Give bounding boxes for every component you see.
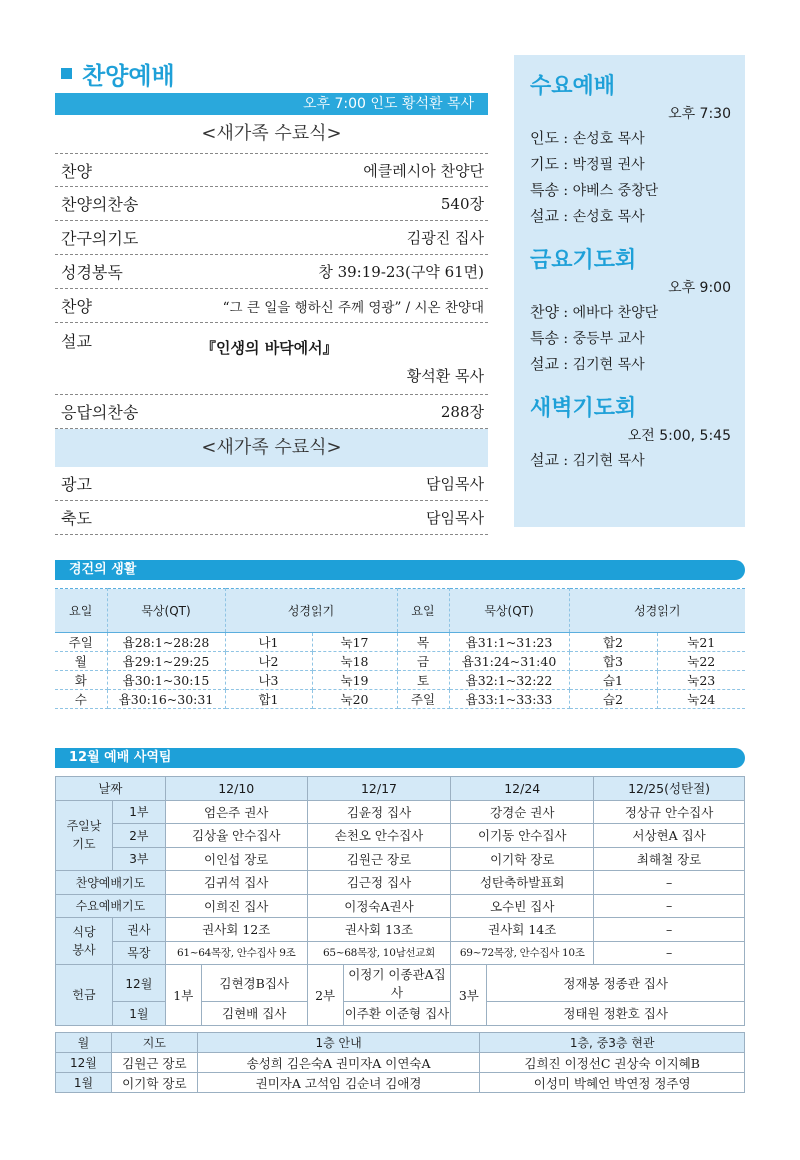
cell-text: 식당 봉사 <box>56 918 113 965</box>
cell-text: 65~68목장, 10남선교회 <box>307 941 451 965</box>
cell-text: 3부 <box>451 965 487 1026</box>
cell-text: 눅17 <box>312 633 397 652</box>
cell-text: 욥32:1~32:22 <box>449 671 569 690</box>
cell-text: 손천오 안수집사 <box>307 824 451 848</box>
order-row <box>55 255 488 289</box>
cell-text: 정상규 안수집사 <box>594 800 745 824</box>
table-row <box>55 652 745 671</box>
cell-text: 월 <box>56 1033 112 1053</box>
cell-text: 69~72목장, 안수집사 10조 <box>451 941 594 965</box>
sermon-row <box>55 323 488 395</box>
table-row <box>56 1073 745 1093</box>
fri-prayer-title: 금요기도회 <box>530 248 637 273</box>
header-cell: 요일 <box>397 589 449 633</box>
cell-text: 눅21 <box>657 633 745 652</box>
cell-text: 특송 <box>530 181 559 199</box>
header-cell: 묵상(QT) <box>107 589 225 633</box>
praise-service-title: 찬양예배 <box>82 61 175 90</box>
cell-text: – <box>594 871 745 895</box>
sermon-label: 설교 <box>61 332 92 351</box>
header-cell: 성경읽기 <box>225 589 397 633</box>
cell-text: 권사회 13조 <box>307 918 451 942</box>
cell-text: 12/24 <box>451 777 594 801</box>
header-cell: 요일 <box>55 589 107 633</box>
panel-line <box>530 299 731 325</box>
cell-text: : 박정필 권사 <box>558 157 645 173</box>
cell-text: 김상율 안수집사 <box>165 824 307 848</box>
square-bullet-icon <box>61 68 72 79</box>
cell-text: 김윤정 집사 <box>307 800 451 824</box>
table-row <box>55 633 745 652</box>
cell-text: 눅23 <box>657 671 745 690</box>
cell-text: 이주환 이준형 집사 <box>343 1002 451 1026</box>
panel-line <box>530 447 731 473</box>
panel-line <box>530 125 731 151</box>
side-panel <box>514 55 745 527</box>
new-family-band: <새가족 수료식> <box>201 123 342 144</box>
cell-text: 찬양 <box>530 303 559 321</box>
header-cell: 성경읽기 <box>569 589 745 633</box>
cell-text: 이희진 집사 <box>165 894 307 918</box>
cell-text: 욥33:1~33:33 <box>449 690 569 709</box>
cell-text: 1층, 중3층 현관 <box>480 1033 745 1053</box>
order-row <box>55 467 488 501</box>
order-label: 응답의찬송 <box>61 403 139 422</box>
cell-text: 욥31:1~31:23 <box>449 633 569 652</box>
cell-text: 김희진 이정선C 권상숙 이지혜B <box>480 1053 745 1073</box>
cell-text: 정태원 정환호 집사 <box>487 1002 745 1026</box>
panel-line <box>530 177 731 203</box>
cell-text: 목장 <box>112 941 165 965</box>
cell-text: : 김기현 목사 <box>558 453 645 469</box>
cell-text: 눅20 <box>312 690 397 709</box>
cell-text: 합3 <box>569 652 657 671</box>
cell-text: 12/10 <box>165 777 307 801</box>
cell-text: 정재봉 정종관 집사 <box>487 965 745 1002</box>
order-label: 간구의기도 <box>61 229 139 248</box>
cell-text: 습2 <box>569 690 657 709</box>
cell-text: 김원근 장로 <box>307 847 451 871</box>
cell-text: 최해철 장로 <box>594 847 745 871</box>
cell-text: 월 <box>55 652 107 671</box>
panel-line <box>530 325 731 351</box>
order-value: “그 큰 일을 행하신 주께 영광” / 시온 찬양대 <box>222 299 484 316</box>
table-row <box>55 690 745 709</box>
table-header-row <box>56 1033 745 1053</box>
table-row <box>56 941 745 965</box>
cell-text: 주일 <box>397 690 449 709</box>
panel-line <box>530 151 731 177</box>
cell-text: 욥31:24~31:40 <box>449 652 569 671</box>
wed-service-title: 수요예배 <box>530 74 616 99</box>
table-header-row <box>56 777 745 801</box>
cell-text: 합1 <box>225 690 312 709</box>
cell-text: 토 <box>397 671 449 690</box>
order-row <box>55 221 488 255</box>
cell-text: 나3 <box>225 671 312 690</box>
cell-text: 김현배 집사 <box>201 1002 307 1026</box>
order-label: 찬양 <box>61 297 92 316</box>
table-row <box>56 1002 745 1026</box>
cell-text: 강경순 권사 <box>451 800 594 824</box>
table-row <box>56 965 745 1002</box>
cell-text: 권사회 12조 <box>165 918 307 942</box>
header-cell: 묵상(QT) <box>449 589 569 633</box>
cell-text: 나2 <box>225 652 312 671</box>
cell-text: : 야베스 중창단 <box>558 183 659 199</box>
cell-text: 1층 안내 <box>197 1033 480 1053</box>
cell-text: : 손성호 목사 <box>558 209 645 225</box>
dawn-prayer-time: 오전 5:00, 5:45 <box>627 428 731 444</box>
cell-text: 서상현A 집사 <box>594 824 745 848</box>
cell-text: : 중등부 교사 <box>558 331 645 347</box>
usher-table <box>55 1032 745 1093</box>
cell-text: : 김기현 목사 <box>558 357 645 373</box>
order-label: 찬양의찬송 <box>61 195 139 214</box>
cell-text: 3부 <box>112 847 165 871</box>
table-row <box>55 671 745 690</box>
order-row <box>55 187 488 221</box>
cell-text: 이성미 박혜언 박연정 정주영 <box>480 1073 745 1093</box>
cell-text: 욥28:1~28:28 <box>107 633 225 652</box>
cell-text: 권미자A 고석임 김순녀 김애경 <box>197 1073 480 1093</box>
cell-text: 눅22 <box>657 652 745 671</box>
cell-text: 설교 <box>530 451 559 469</box>
cell-text: 금 <box>397 652 449 671</box>
cell-text: 김귀석 집사 <box>165 871 307 895</box>
cell-text: 눅18 <box>312 652 397 671</box>
cell-text: 욥29:1~29:25 <box>107 652 225 671</box>
cell-text: 욥30:16~30:31 <box>107 690 225 709</box>
cell-text: 이인섭 장로 <box>165 847 307 871</box>
cell-text: 1월 <box>112 1002 165 1026</box>
praise-service-heading <box>55 55 488 91</box>
cell-text: 특송 <box>530 329 559 347</box>
cell-text: 12월 <box>56 1053 112 1073</box>
cell-text: 김원근 장로 <box>111 1053 197 1073</box>
cell-text: 12월 <box>112 965 165 1002</box>
cell-text: 나1 <box>225 633 312 652</box>
duty-table <box>55 776 745 1026</box>
order-row <box>55 395 488 429</box>
order-label: 성경봉독 <box>61 263 123 282</box>
sermon-preacher: 황석환 목사 <box>406 367 484 385</box>
cell-text: 엄은주 권사 <box>165 800 307 824</box>
cell-text: 1부 <box>165 965 201 1026</box>
cell-text: 이기학 장로 <box>451 847 594 871</box>
order-row <box>55 289 488 323</box>
new-family-band: <새가족 수료식> <box>55 429 488 467</box>
order-value: 담임목사 <box>426 509 484 527</box>
cell-text: 김근정 집사 <box>307 871 451 895</box>
cell-text: 성탄축하발표회 <box>451 871 594 895</box>
cell-text: 김현경B집사 <box>201 965 307 1002</box>
cell-text: – <box>594 941 745 965</box>
devotion-bar: 경건의 생활 <box>55 560 745 580</box>
table-row <box>56 800 745 824</box>
cell-text: 수요예배기도 <box>56 894 166 918</box>
cell-text: : 손성호 목사 <box>558 131 645 147</box>
table-row <box>56 918 745 942</box>
cell-text: 권사회 14조 <box>451 918 594 942</box>
cell-text: 설교 <box>530 355 559 373</box>
cell-text: 화 <box>55 671 107 690</box>
cell-text: – <box>594 894 745 918</box>
cell-text: 12/17 <box>307 777 451 801</box>
cell-text: 61~64목장, 안수집사 9조 <box>165 941 307 965</box>
devotion-table <box>55 588 745 709</box>
cell-text: 오수빈 집사 <box>451 894 594 918</box>
fri-prayer-time: 오후 9:00 <box>668 280 731 296</box>
order-value: 김광진 집사 <box>406 229 484 247</box>
table-row <box>56 1053 745 1073</box>
praise-service-section <box>55 55 488 535</box>
cell-text: 1부 <box>112 800 165 824</box>
panel-line <box>530 203 731 229</box>
cell-text: 수 <box>55 690 107 709</box>
cell-text: 이정기 이종관A집사 <box>343 965 451 1002</box>
order-value: 에클레시아 찬양단 <box>363 161 484 180</box>
cell-text: 1월 <box>56 1073 112 1093</box>
order-value: 창 39:19-23(구약 61면) <box>318 263 484 281</box>
cell-text: 송성희 김은숙A 권미자A 이연숙A <box>197 1053 480 1073</box>
panel-line <box>530 351 731 377</box>
order-label: 찬양 <box>61 161 92 181</box>
order-label: 축도 <box>61 509 92 528</box>
cell-text: 기도 <box>530 155 559 173</box>
sermon-title: 『인생의 바닥에서』 <box>201 339 338 357</box>
cell-text: 날짜 <box>56 777 166 801</box>
cell-text: 인도 <box>530 129 559 147</box>
cell-text: 눅19 <box>312 671 397 690</box>
table-row <box>56 894 745 918</box>
cell-text: 목 <box>397 633 449 652</box>
service-time-bar: 오후 7:00 인도 황석환 목사 <box>55 93 488 115</box>
order-value: 288장 <box>440 403 484 421</box>
duty-bar: 12월 예배 사역팀 <box>55 748 745 768</box>
cell-text: : 에바다 찬양단 <box>558 305 659 321</box>
table-row <box>56 824 745 848</box>
wed-service-time: 오후 7:30 <box>668 106 731 122</box>
cell-text: 주일낮 기도 <box>56 800 113 871</box>
cell-text: 습1 <box>569 671 657 690</box>
cell-text: 2부 <box>112 824 165 848</box>
cell-text: 헌금 <box>56 965 113 1026</box>
cell-text: 2부 <box>307 965 343 1026</box>
cell-text: 욥30:1~30:15 <box>107 671 225 690</box>
cell-text: 합2 <box>569 633 657 652</box>
table-header-row <box>55 589 745 633</box>
table-row <box>56 847 745 871</box>
order-row <box>55 153 488 187</box>
cell-text: 설교 <box>530 207 559 225</box>
cell-text: 이정숙A권사 <box>307 894 451 918</box>
dawn-prayer-title: 새벽기도회 <box>530 396 637 421</box>
table-row <box>56 871 745 895</box>
cell-text: 지도 <box>111 1033 197 1053</box>
order-value: 540장 <box>440 195 484 213</box>
cell-text: 주일 <box>55 633 107 652</box>
cell-text: 이기동 안수집사 <box>451 824 594 848</box>
cell-text: 12/25(성탄절) <box>594 777 745 801</box>
cell-text: 찬양예배기도 <box>56 871 166 895</box>
cell-text: 권사 <box>112 918 165 942</box>
order-label: 광고 <box>61 475 92 494</box>
cell-text: 눅24 <box>657 690 745 709</box>
order-value: 담임목사 <box>426 475 484 493</box>
order-row <box>55 501 488 535</box>
cell-text: 이기학 장로 <box>111 1073 197 1093</box>
cell-text: – <box>594 918 745 942</box>
